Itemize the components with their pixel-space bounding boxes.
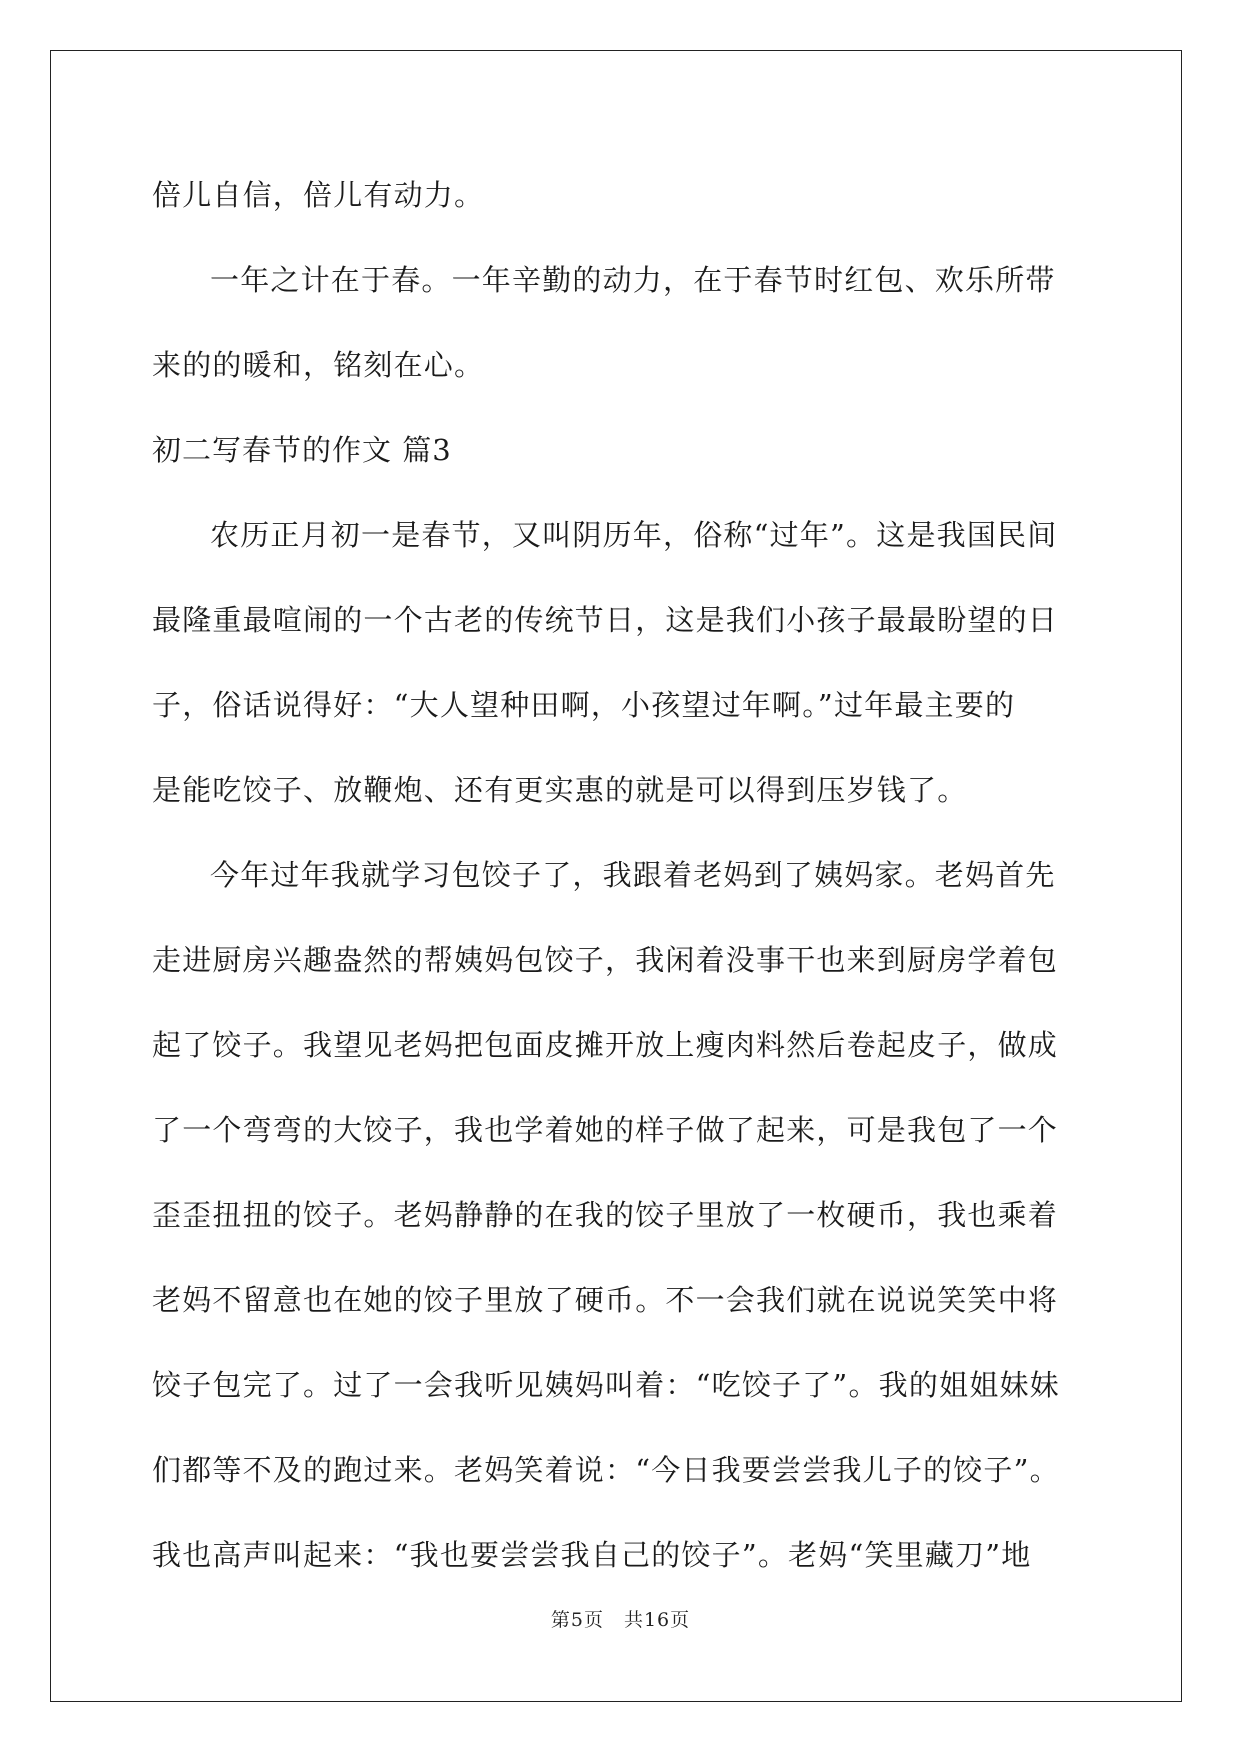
section-heading: 初二写春节的作文 篇3 — [152, 433, 452, 467]
text-line: 歪歪扭扭的饺子。老妈静静的在我的饺子里放了一枚硬币，我也乘着 — [152, 1198, 1059, 1232]
text-line: 子，俗话说得好：“大人望种田啊，小孩望过年啊。”过年最主要的 — [152, 688, 1016, 722]
text-line: 最隆重最喧闹的一个古老的传统节日，这是我们小孩子最最盼望的日 — [152, 603, 1059, 637]
text-line: 今年过年我就学习包饺子了，我跟着老妈到了姨妈家。老妈首先 — [210, 858, 1056, 892]
text-line: 来的的暖和，铭刻在心。 — [152, 348, 485, 382]
document-body — [152, 153, 1085, 1598]
text-line: 饺子包完了。过了一会我听见姨妈叫着：“吃饺子了”。我的姐姐妹妹 — [152, 1368, 1060, 1402]
text-line: 起了饺子。我望见老妈把包面皮摊开放上瘦肉料然后卷起皮子，做成 — [152, 1028, 1059, 1062]
text-line: 走进厨房兴趣盎然的帮姨妈包饺子，我闲着没事干也来到厨房学着包 — [152, 943, 1059, 977]
text-line: 农历正月初一是春节，又叫阴历年，俗称“过年”。这是我国民间 — [210, 518, 1058, 552]
text-line: 我也高声叫起来：“我也要尝尝我自己的饺子”。老妈“笑里藏刀”地 — [152, 1538, 1032, 1572]
text-line: 一年之计在于春。一年辛勤的动力，在于春节时红包、欢乐所带 — [210, 263, 1056, 297]
text-line: 倍儿自信，倍儿有动力。 — [152, 178, 485, 212]
text-line: 们都等不及的跑过来。老妈笑着说：“今日我要尝尝我儿子的饺子”。 — [152, 1453, 1060, 1487]
text-line: 了一个弯弯的大饺子，我也学着她的样子做了起来，可是我包了一个 — [152, 1113, 1059, 1147]
text-line: 是能吃饺子、放鞭炮、还有更实惠的就是可以得到压岁钱了。 — [152, 773, 968, 807]
text-line: 老妈不留意也在她的饺子里放了硬币。不一会我们就在说说笑笑中将 — [152, 1283, 1059, 1317]
page-number: 第5页 共16页 — [550, 1609, 691, 1631]
